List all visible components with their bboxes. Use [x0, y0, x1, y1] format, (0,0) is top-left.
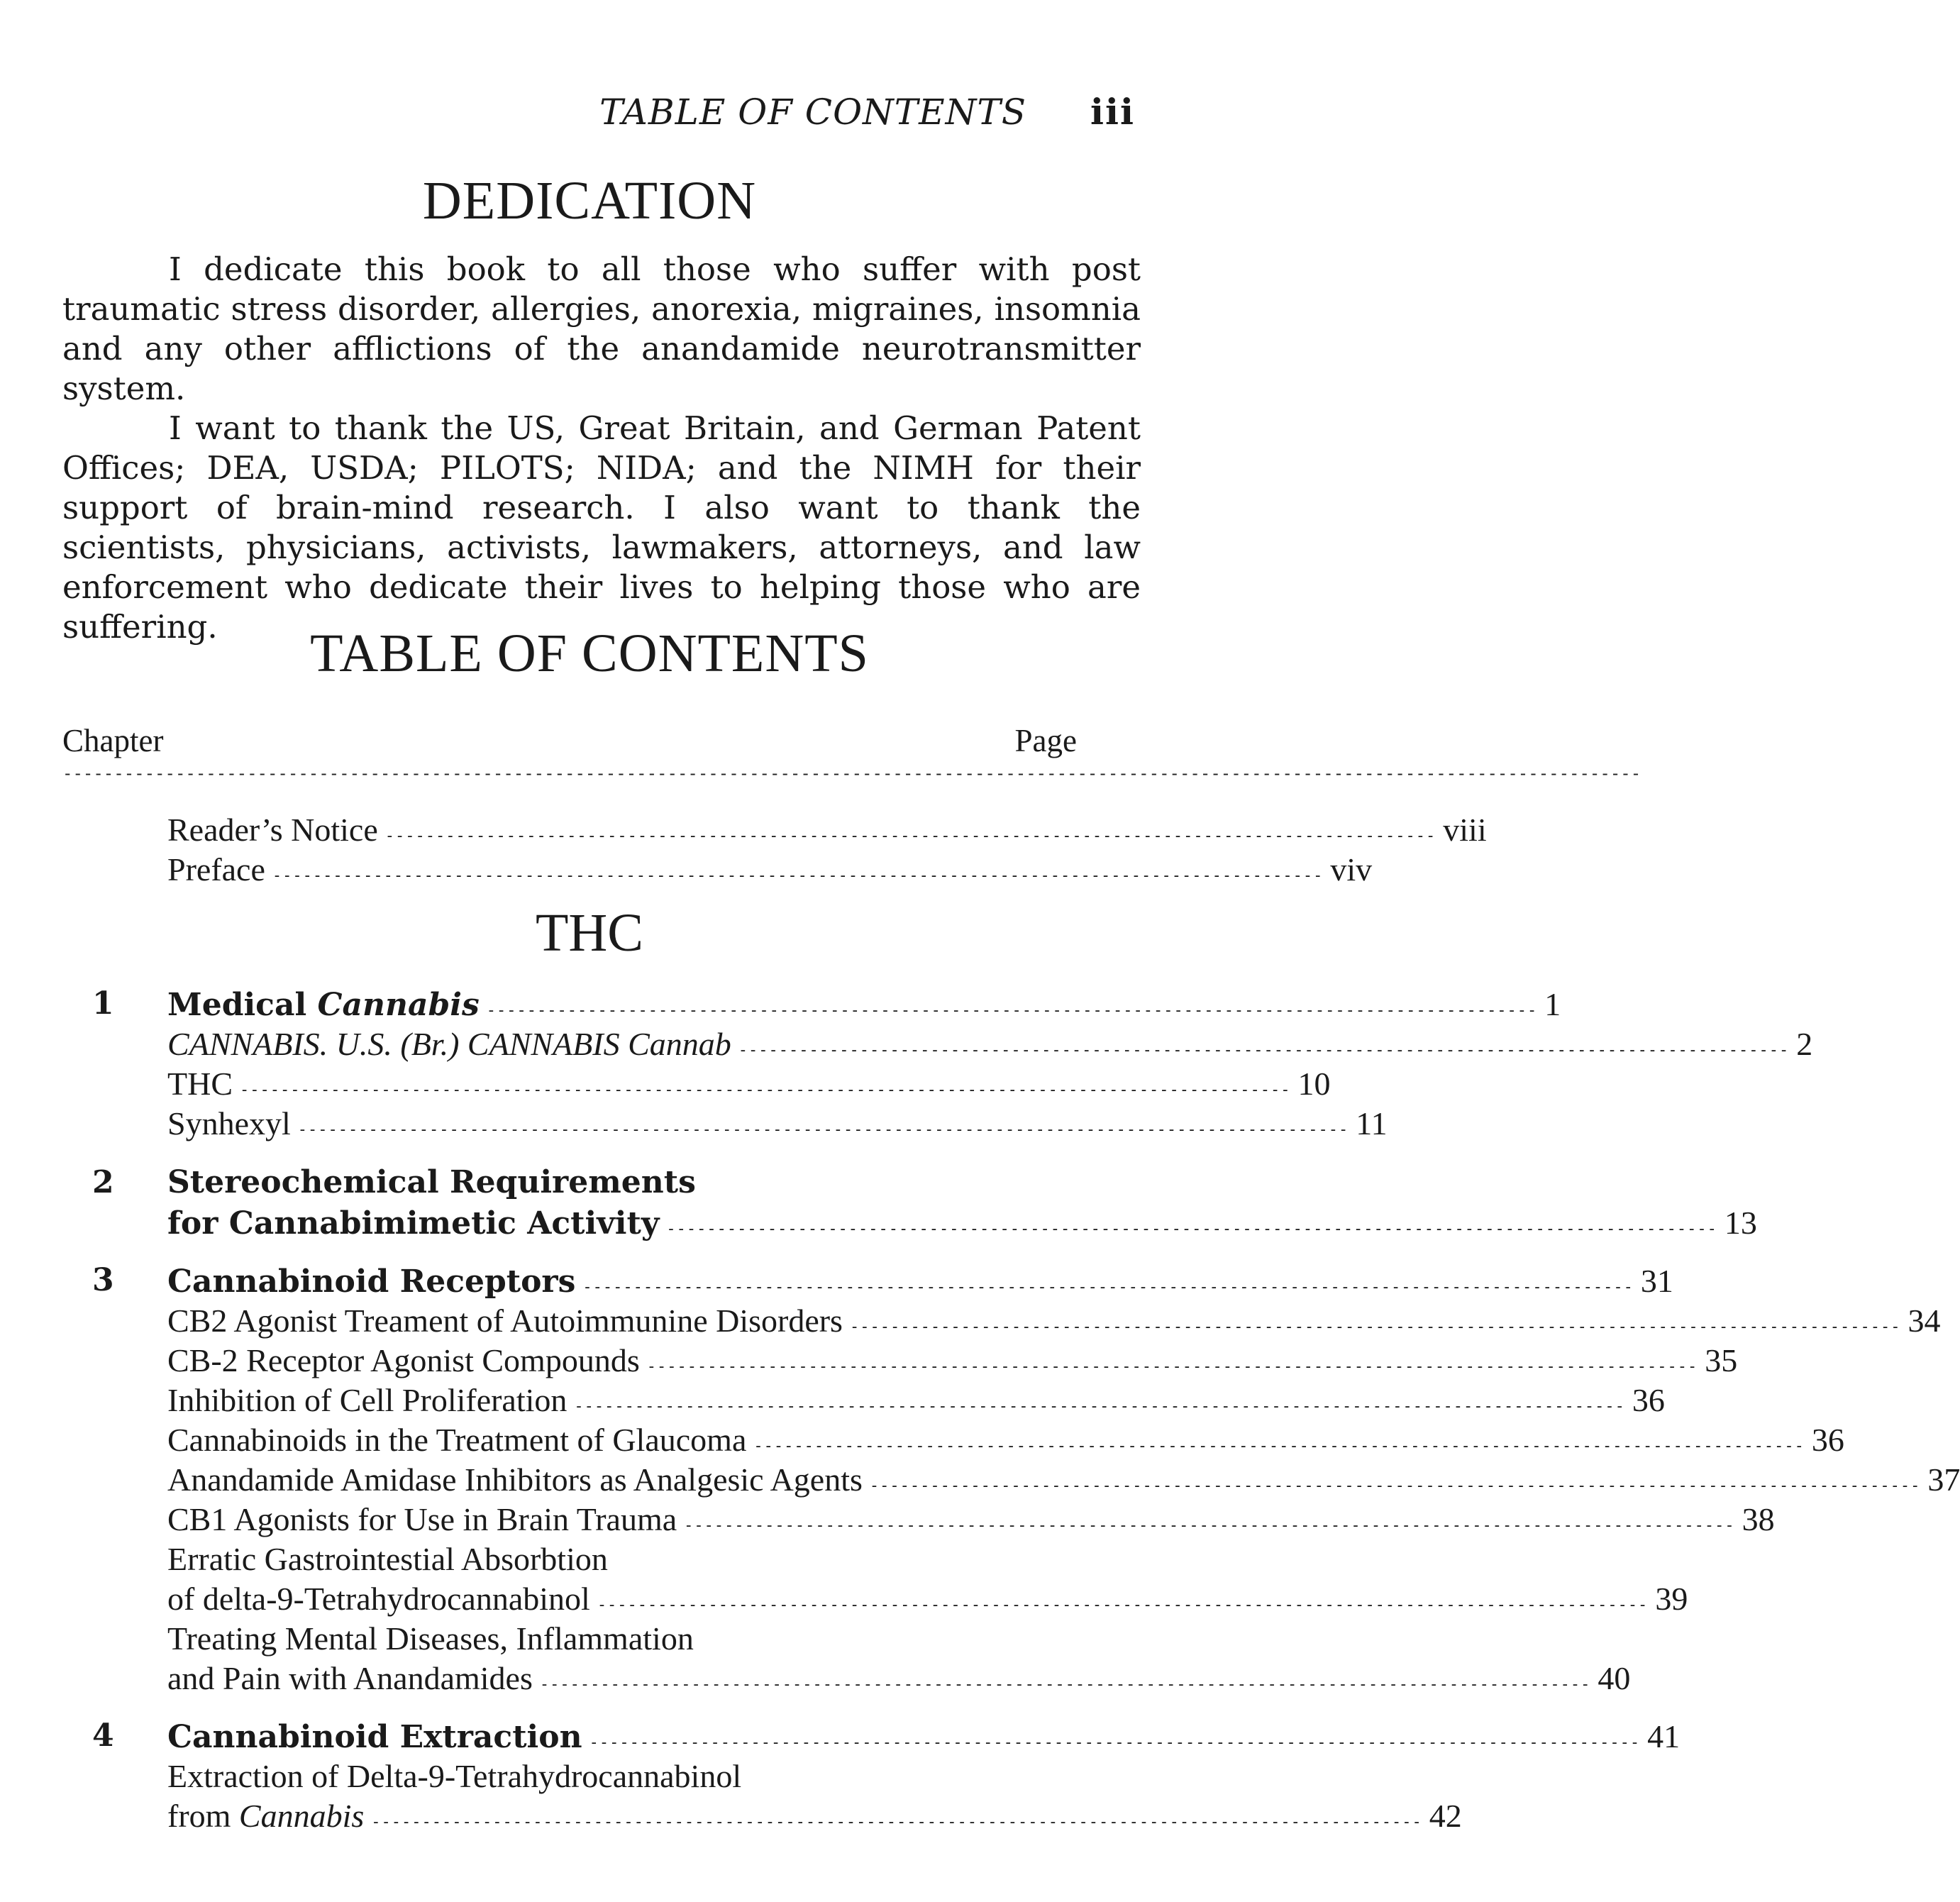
dedication-paragraph: I want to thank the US, Great Britain, and German Patent Offices; DEA, USDA; PILOTS; NIDA; and the NIMH for their support of brain-mind research. I also want to thank the scientists, physicians, activists, lawmakers, attorneys, and law enforcement who dedicate their lives to helping those who are suffering. — [62, 409, 1141, 646]
toc-entry[interactable] — [167, 1797, 1462, 1837]
toc-entry-title — [167, 1797, 364, 1835]
toc-entry[interactable] — [167, 1342, 1738, 1381]
dot-leader: -------------------------------------------------------------------------------------------------------- — [297, 1121, 1349, 1139]
toc-entry[interactable] — [167, 1757, 1061, 1797]
toc-entry-page: 35 — [1705, 1342, 1738, 1378]
toc-entry-page: viii — [1443, 812, 1487, 848]
toc-entry-page: 36 — [1811, 1422, 1844, 1458]
toc-entry-page: viv — [1330, 851, 1373, 888]
toc-entry-title: CB1 Agonists for Use in Brain Trauma — [167, 1501, 677, 1537]
dot-leader: -------------------------------------------------------------------------------------------------------- — [582, 1278, 1634, 1296]
dashed-rule: ---------------------------------------------------------------------------------------------------------------------------------------------------------- — [62, 763, 1641, 783]
chapter-title-part: Medical — [167, 987, 318, 1023]
toc-entry-page: 36 — [1632, 1382, 1665, 1418]
running-head-title: TABLE OF CONTENTS — [599, 92, 1027, 133]
dot-leader: -------------------------------------------------------------------------------------------------------- — [684, 1517, 1735, 1535]
dot-leader: -------------------------------------------------------------------------------------------------------- — [869, 1477, 1921, 1495]
toc-entry-title: Extraction of Delta-9-Tetrahydrocannabinol — [167, 1758, 742, 1794]
dedication-text — [62, 250, 1141, 647]
toc-entry[interactable] — [167, 1500, 1775, 1540]
dot-leader: -------------------------------------------------------------------------------------------------------- — [240, 1081, 1291, 1099]
toc-entry-title-part: from — [167, 1798, 239, 1834]
toc-entry-page: 1 — [1544, 986, 1561, 1022]
dot-leader: -------------------------------------------------------------------------------------------------------- — [849, 1318, 1901, 1336]
running-head — [426, 91, 1135, 133]
chapter-title: Cannabinoid Receptors — [167, 1264, 576, 1300]
toc-entry-page: 42 — [1429, 1798, 1462, 1834]
dot-leader: -------------------------------------------------------------------------------------------------------- — [597, 1596, 1649, 1614]
toc-entry-page: 10 — [1297, 1066, 1331, 1102]
toc-chapter-1[interactable] — [167, 985, 1561, 1025]
toc-chapter-2-line2[interactable] — [167, 1204, 1757, 1244]
dot-leader: -------------------------------------------------------------------------------------------------------- — [666, 1220, 1717, 1238]
toc-entry[interactable] — [167, 1580, 1688, 1620]
toc-entry-page: 13 — [1724, 1205, 1757, 1241]
toc-entry-page: 41 — [1647, 1718, 1681, 1754]
toc-entry[interactable] — [167, 1421, 1844, 1461]
toc-entry-title: Anandamide Amidase Inhibitors as Analgesic Agents — [167, 1461, 863, 1498]
toc-entry-title: Reader’s Notice — [167, 812, 378, 848]
dot-leader: -------------------------------------------------------------------------------------------------------- — [646, 1358, 1698, 1376]
toc-entry[interactable] — [167, 1065, 1331, 1105]
dot-leader: -------------------------------------------------------------------------------------------------------- — [486, 1002, 1538, 1019]
toc-entry-page: 31 — [1640, 1263, 1673, 1299]
toc-entry-preface[interactable] — [167, 851, 1373, 890]
toc-entry-title: CB2 Agonist Treament of Autoimmunine Disorders — [167, 1303, 843, 1339]
dot-leader: -------------------------------------------------------------------------------------------------------- — [272, 867, 1324, 885]
toc-chapter-2-line1[interactable] — [167, 1164, 1061, 1204]
dedication-paragraph: I dedicate this book to all those who suffer with post traumatic stress disorder, allergies, anorexia, migraines, insomnia and any other afflictions of the anandamide neurotransmitter system. — [62, 250, 1141, 407]
dot-leader: -------------------------------------------------------------------------------------------------------- — [384, 827, 1436, 845]
chapter-title-part: Cannabis — [317, 987, 480, 1023]
toc-entry-title: Erratic Gastrointestial Absorbtion — [167, 1541, 608, 1577]
dot-leader: -------------------------------------------------------------------------------------------------------- — [589, 1734, 1641, 1752]
toc-entry-page: 34 — [1908, 1303, 1941, 1339]
toc-entry[interactable] — [167, 1620, 1061, 1659]
toc-title: TABLE OF CONTENTS — [310, 624, 869, 683]
toc-entry-page: 11 — [1356, 1105, 1388, 1141]
chapter-number: 2 — [92, 1164, 114, 1200]
part-heading: THC — [536, 903, 643, 963]
toc-entry[interactable] — [167, 1105, 1388, 1144]
toc-entry-page: 38 — [1742, 1501, 1775, 1537]
chapter-number: 1 — [92, 985, 114, 1022]
toc-entry-title: Cannabinoids in the Treatment of Glaucoma — [167, 1422, 747, 1458]
toc-entry-title: Inhibition of Cell Proliferation — [167, 1382, 567, 1418]
toc-entry[interactable] — [167, 1302, 1941, 1342]
toc-entry[interactable] — [167, 1025, 1813, 1065]
toc-entry-page: 40 — [1598, 1660, 1631, 1696]
column-header-chapter: Chapter — [62, 723, 164, 758]
page-number: iii — [1090, 91, 1135, 133]
chapter-title: Cannabinoid Extraction — [167, 1719, 582, 1755]
toc-entry-title-part: Cannabis — [238, 1798, 365, 1834]
toc-entry-title: CB-2 Receptor Agonist Compounds — [167, 1342, 640, 1378]
chapter-title — [167, 987, 480, 1023]
column-header-page: Page — [1014, 723, 1077, 758]
dot-leader: -------------------------------------------------------------------------------------------------------- — [371, 1813, 1422, 1831]
toc-entry-title: Synhexyl — [167, 1105, 291, 1141]
dot-leader: -------------------------------------------------------------------------------------------------------- — [738, 1041, 1790, 1059]
toc-entry-page: 39 — [1655, 1581, 1688, 1617]
toc-entry-readers-notice[interactable] — [167, 811, 1487, 851]
toc-entry-page: 2 — [1796, 1026, 1813, 1062]
toc-entry[interactable] — [167, 1381, 1665, 1421]
chapter-title: for Cannabimimetic Activity — [167, 1205, 660, 1242]
toc-entry[interactable] — [167, 1659, 1631, 1699]
toc-entry-title: CANNABIS. U.S. (Br.) CANNABIS Cannab — [167, 1026, 731, 1062]
dot-leader: -------------------------------------------------------------------------------------------------------- — [574, 1398, 1625, 1415]
dot-leader: -------------------------------------------------------------------------------------------------------- — [539, 1676, 1591, 1693]
toc-chapter-3[interactable] — [167, 1262, 1673, 1302]
toc-column-headers — [62, 722, 1077, 759]
toc-entry-page: 37 — [1927, 1461, 1960, 1498]
toc-entry[interactable] — [167, 1540, 1061, 1580]
dedication-title: DEDICATION — [422, 171, 757, 231]
toc-entry[interactable] — [167, 1461, 1960, 1500]
dot-leader: -------------------------------------------------------------------------------------------------------- — [753, 1437, 1805, 1455]
chapter-number: 4 — [92, 1718, 114, 1754]
toc-entry-title: of delta-9-Tetrahydrocannabinol — [167, 1581, 590, 1617]
toc-chapter-4[interactable] — [167, 1718, 1681, 1757]
toc-entry-title: Preface — [167, 851, 265, 888]
toc-entry-title: THC — [167, 1066, 233, 1102]
toc-entry-title: and Pain with Anandamides — [167, 1660, 533, 1696]
chapter-number: 3 — [92, 1262, 114, 1298]
chapter-title: Stereochemical Requirements — [167, 1164, 696, 1200]
toc-entry-title: Treating Mental Diseases, Inflammation — [167, 1620, 694, 1657]
